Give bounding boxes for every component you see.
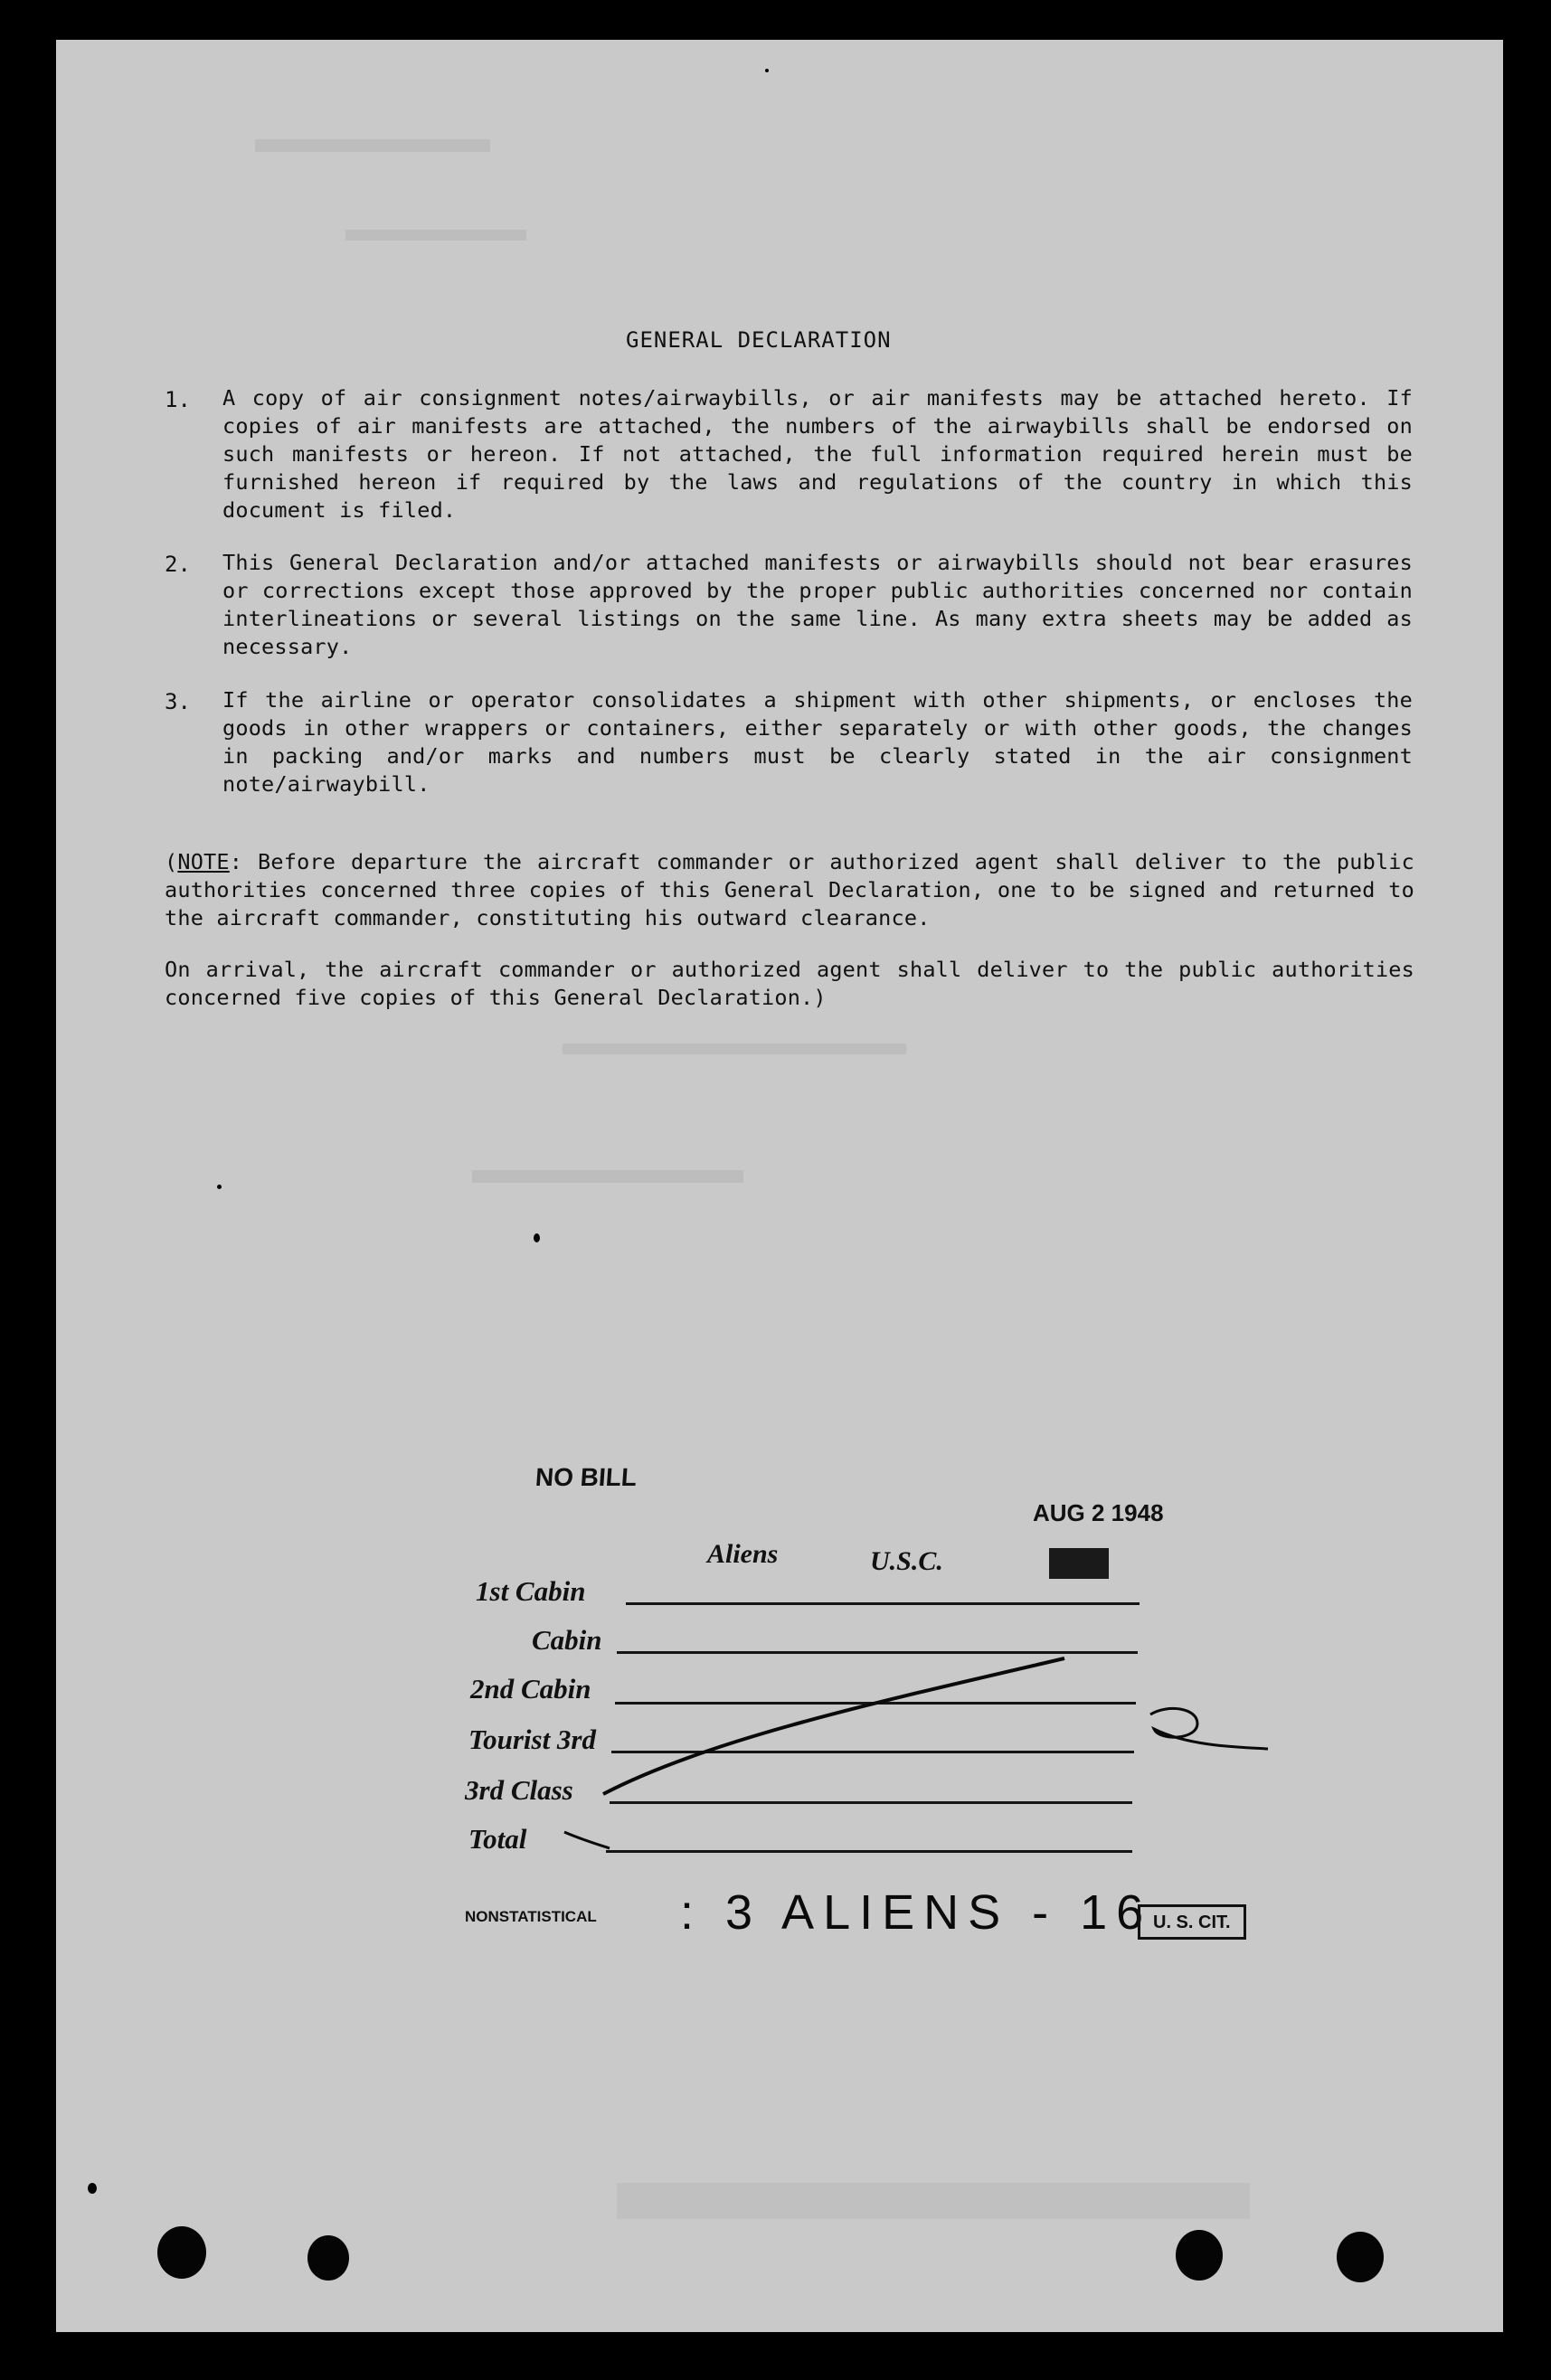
punch-hole [1176,2230,1223,2281]
document-page [56,40,1503,2332]
item-number: 1. [165,387,191,412]
note-open-paren: ( [165,849,178,874]
column-header-aliens: Aliens [707,1539,779,1569]
row-label: 2nd Cabin [470,1673,591,1705]
no-bill-stamp: NO BILL [534,1463,638,1491]
handwritten-alien-count: : 3 ALIENS - 16 [680,1885,1153,1940]
row-label: Tourist 3rd [468,1724,596,1755]
row-label: 1st Cabin [476,1575,586,1607]
speck [217,1185,222,1189]
note-label: NOTE [177,849,230,874]
punch-hole [307,2235,349,2281]
row-label: Cabin [532,1624,602,1656]
nonstatistical-stamp: NONSTATISTICAL [465,1908,597,1925]
punch-hole [157,2226,206,2279]
punch-hole [1337,2232,1384,2282]
speck [88,2183,97,2194]
item-text: This General Declaration and/or attached manifests or airwaybills should not bear erasures or corrections except those approved by the proper public authorities concerned nor contain interlineations or several listings on the same line. As many extra sheets may be added as necessary. [222,550,1413,659]
speck [765,69,769,72]
row-label: 3rd Class [465,1774,573,1806]
row-label: Total [468,1823,527,1855]
item-text: If the airline or operator consolidates a shipment with other shipments, or encloses the goods in other wrappers or containers, either separately or with other goods, the changes in packing and/or marks and numbers must be clearly stated in the air consignment note/airwaybill. [222,687,1413,797]
date-stamp: AUG 2 1948 [1033,1499,1164,1526]
item-text: A copy of air consignment notes/airwaybills, or air manifests may be attached hereto. If copies of air manifests are attached, the numbers of the airwaybills shall be endorsed on such manifests or hereon. If not attached, the full information required herein must be furnished hereon if required by the laws and regulations of the country in which this document is filed. [222,385,1413,523]
column-header-total: Total [1051,1548,1108,1578]
note-paragraph-arrival: On arrival, the aircraft commander or authorized agent shall deliver to the public authorities concerned five copies of this General Declaration.) [165,957,1414,1010]
speck [534,1233,540,1242]
us-citizen-stamp: U. S. CIT. [1138,1904,1246,1940]
column-header-usc: U.S.C. [870,1546,943,1576]
document-title: GENERAL DECLARATION [626,327,892,353]
note-text: : Before departure the aircraft commander or authorized agent shall deliver to the public authorities concerned three copies of this General Declaration, one to be signed and returned to the aircraft commander, constituting his outward clearance. [165,849,1414,930]
handwritten-strike-mark [56,40,1503,2332]
item-number: 2. [165,552,191,577]
item-number: 3. [165,689,191,714]
